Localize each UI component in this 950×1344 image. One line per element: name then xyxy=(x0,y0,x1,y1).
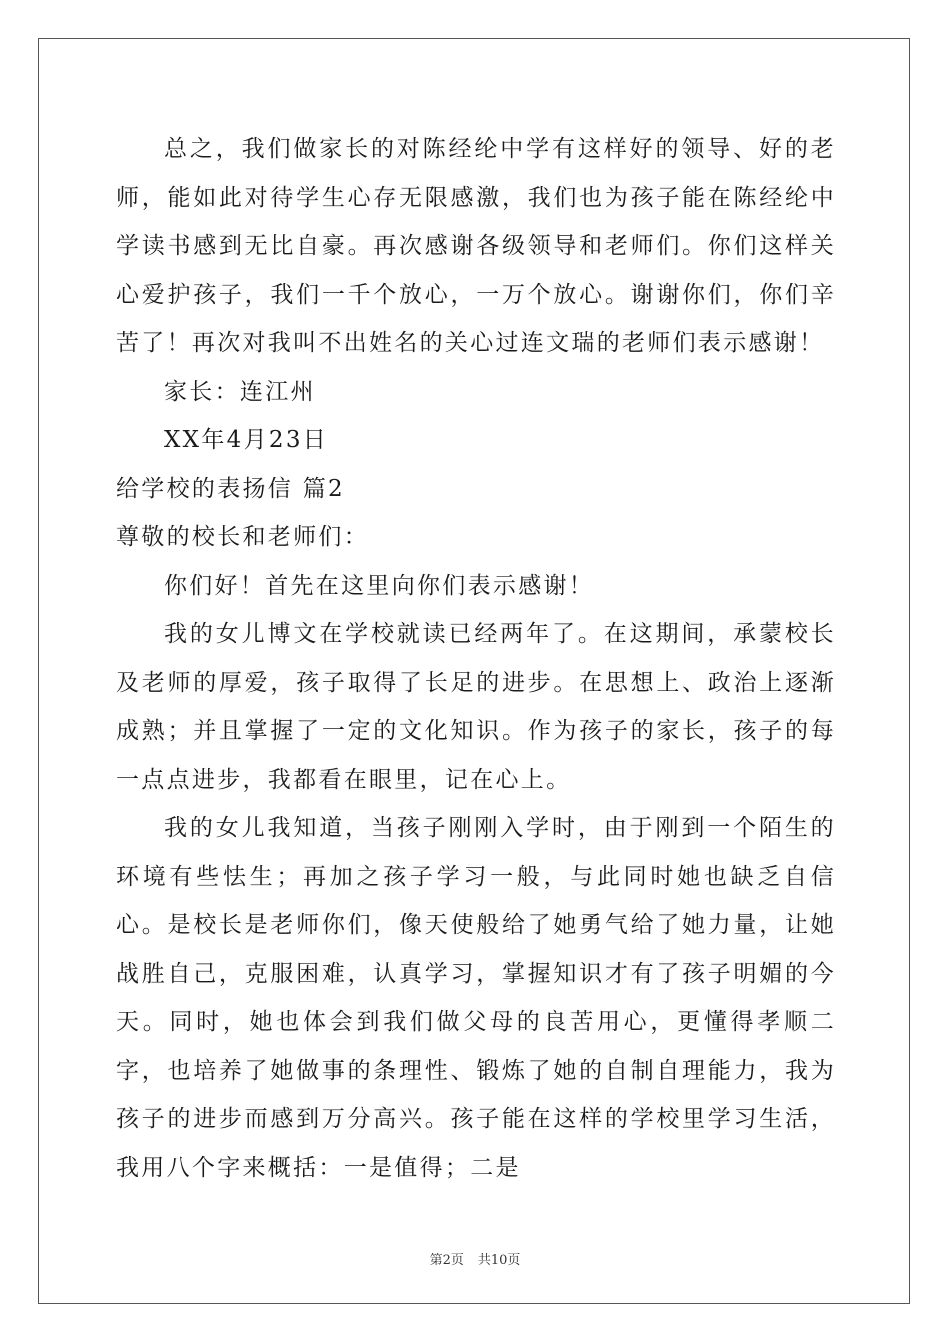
paragraph-greeting: 你们好！首先在这里向你们表示感谢！ xyxy=(164,572,595,599)
document-body xyxy=(116,125,836,1192)
page-total: 共10页 xyxy=(477,1253,521,1268)
signature-parent: 家长：连江州 xyxy=(164,378,316,405)
paragraph-closing-thanks: 总之，我们做家长的对陈经纶中学有这样好的领导、好的老师，能如此对待学生心存无限感激，我们也为孩子能在陈经纶中学读书感到无比自豪。再次感谢各级领导和老师们。你们这样关心爱护孩子，我们一千个放心，一万个放心。谢谢你们，你们辛苦了！再次对我叫不出姓名的关心过连文瑞的老师们表示感谢！ xyxy=(116,136,836,356)
page-number: 第2页 xyxy=(429,1253,464,1268)
letter-date: XX年4月23日 xyxy=(164,427,329,453)
paragraph-progress: 我的女儿博文在学校就读已经两年了。在这期间，承蒙校长及老师的厚爱，孩子取得了长足的进步。在思想上、政治上逐渐成熟；并且掌握了一定的文化知识。作为孩子的家长，孩子的每一点点进步，我都看在眼里，记在心上。 xyxy=(116,621,836,793)
page-footer xyxy=(0,1249,950,1268)
section-title: 给学校的表扬信 篇2 xyxy=(116,475,345,502)
paragraph-daughter: 我的女儿我知道，当孩子刚刚入学时，由于刚到一个陌生的环境有些怯生；再加之孩子学习一般，与此同时她也缺乏自信心。是校长是老师你们，像天使般给了她勇气给了她力量，让她战胜自己，克服困难，认真学习，掌握知识才有了孩子明媚的今天。同时，她也体会到我们做父母的良苦用心，更懂得孝顺二字，也培养了她做事的条理性、锻炼了她的自制自理能力，我为孩子的进步而感到万分高兴。孩子能在这样的学校里学习生活，我用八个字来概括：一是值得；二是 xyxy=(116,815,836,1181)
salutation: 尊敬的校长和老师们： xyxy=(116,524,369,550)
